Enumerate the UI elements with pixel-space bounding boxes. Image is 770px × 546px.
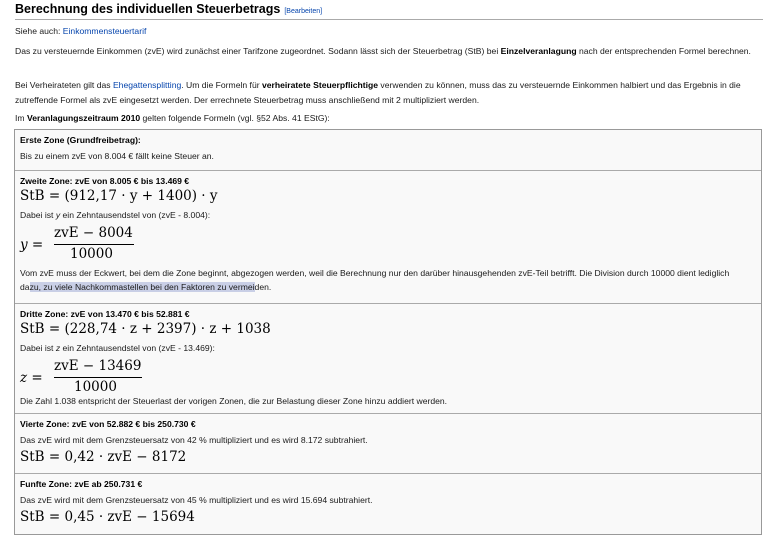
note-text-b: den. [254,282,272,292]
fraction-formula [20,225,160,265]
paragraph-2 [15,78,763,107]
zone-text: Das zvE wird mit dem Grenzsteuersatz von 45 % multipliziert und es wird 15.694 subtrahiert. [20,495,373,505]
zone-note: Die Zahl 1.038 entspricht der Steuerlast der vorigen Zonen, die zur Belastung dieser Zone hinzu addiert werden. [20,396,448,406]
para2-text-a: Bei Verheirateten gilt das [15,80,113,90]
tax-zones-table [14,129,762,535]
zone-3 [15,303,761,414]
zone-note-line-2 [20,282,271,292]
zone-1 [15,130,761,170]
zone-note-line-1: Vom zvE muss der Eckwert, bei dem die Zone beginnt, abgezogen werden, weil die Berechnung nur den darüber hinausgehenden zvE-Teil betrifft. Die Division durch 10000 dient lediglich [20,268,730,278]
note-text-a: da [20,282,30,292]
zone-title: Dritte Zone: zvE von 13.470 € bis 52.881 € [20,309,190,319]
var-text-a: Dabei ist [20,210,56,220]
var-text-a: Dabei ist [20,343,56,353]
para1-bold: Einzelveranlagung [500,46,577,56]
zone-title: Erste Zone (Grundfreibetrag): [20,135,141,145]
var-symbol: y [55,210,61,220]
see-also-line [15,24,763,39]
para2-text-c: verwenden zu können, muss das zu versteuernde Einkommen halbiert und das Ergebnis in die zutreffende Formel als zvE eingesetzt werden. Der errechnete Steuerbetrag muss anschließend mit 2 multipliziert werden. [15,80,741,105]
variable-definition [20,210,210,220]
fraction-denominator: 10000 [70,246,113,262]
para1-text-b: nach der entsprechenden Formel berechnen. [576,46,751,56]
zone-4 [15,413,761,474]
fraction-formula [20,358,170,398]
para1-text-a: Das zu versteuernde Einkommen (zvE) wird zunächst einer Tarifzone zugeordnet. Sodann lässt sich der Steuerbetrag (StB) bei [15,46,501,56]
edit-link[interactable]: [Bearbeiten] [284,8,323,15]
zone-5 [15,473,761,535]
fraction-lhs: y = [20,237,44,253]
formula: StB = 0,45 · zvE − 15694 [20,509,195,525]
para2-text-b: . Um die Formeln für [181,80,262,90]
zone-text: Bis zu einem zvE von 8.004 € fällt keine Steuer an. [20,151,214,161]
paragraph-1 [15,44,763,59]
zone-title: Funfte Zone: zvE ab 250.731 € [20,479,143,489]
fraction-denominator: 10000 [74,379,117,395]
zone-title: Zweite Zone: zvE von 8.005 € bis 13.469 € [20,176,190,186]
see-also-prefix: Siehe auch: [15,26,63,36]
para2-bold: verheiratete Steuerpflichtige [261,80,379,90]
variable-definition [20,343,215,353]
zone-title: Vierte Zone: zvE von 52.882 € bis 250.730 € [20,419,196,429]
selected-text[interactable]: zu, zu viele Nachkommastellen bei den Faktoren zu vermei [29,282,255,292]
section-title: Berechnung des individuellen Steuerbetrags [15,2,281,16]
ehegattensplitting-link[interactable]: Ehegattensplitting [112,80,182,90]
fraction-numerator: zvE − 8004 [54,225,133,241]
section-heading [15,2,763,20]
formula: StB = (228,74 · z + 2397) · z + 1038 [20,321,271,337]
var-text-b: ein Zehntausendstel von (zvE - 8.004): [60,210,211,220]
paragraph-3 [15,111,763,126]
fraction-bar [54,377,142,378]
var-text-b: ein Zehntausendstel von (zvE - 13.469): [60,343,215,353]
para3-bold: Veranlagungszeitraum 2010 [26,113,141,123]
fraction-numerator: zvE − 13469 [54,358,142,374]
var-symbol: z [55,343,61,353]
formula: StB = 0,42 · zvE − 8172 [20,449,187,465]
see-also-link[interactable]: Einkommensteuertarif [62,26,147,36]
zone-text: Das zvE wird mit dem Grenzsteuersatz von 42 % multipliziert und es wird 8.172 subtrahiert. [20,435,368,445]
zone-2 [15,170,761,304]
fraction-bar [54,244,134,245]
fraction-lhs: z = [20,370,43,386]
para3-text-a: Im [15,113,27,123]
formula: StB = (912,17 · y + 1400) · y [20,188,218,204]
para3-text-b: gelten folgende Formeln (vgl. §52 Abs. 41 EStG): [140,113,330,123]
